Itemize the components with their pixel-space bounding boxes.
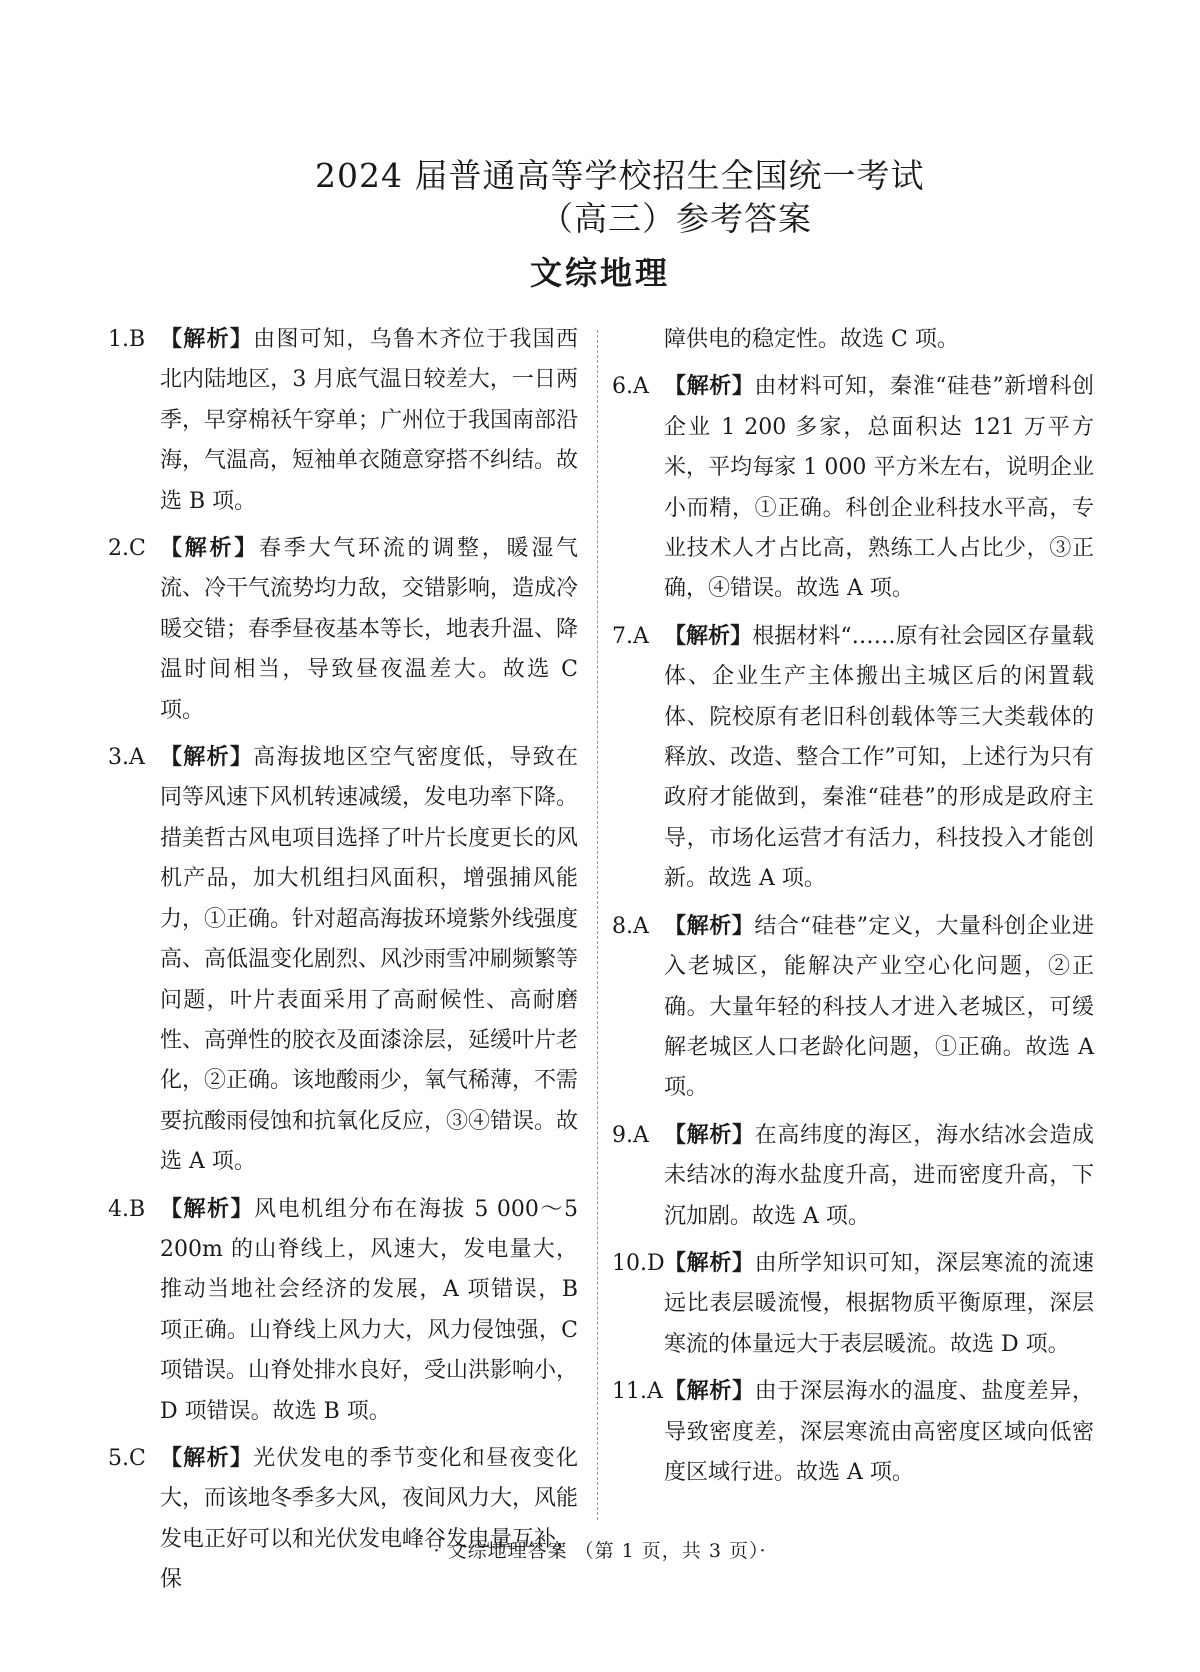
analysis-tag: 【解析】: [664, 1122, 755, 1148]
answer-number: 2.C: [108, 536, 146, 562]
answer-number: 9.A: [612, 1122, 649, 1148]
answer-text: 风电机组分布在海拔 5 000～5 200m 的山脊线上，风速大，发电量大，推动当地社会经济的发展，A 项错误，B 项正确。山脊线上风力大，风力侵蚀强，C 项错误。山脊处排水良好，受山洪影响小，D 项错误。故选 B 项。: [160, 1196, 579, 1424]
answer-text: 高海拔地区空气密度低，导致在同等风速下风机转速减缓，发电功率下降。措美哲古风电项目选择了叶片长度更长的风机产品，加大机组扫风面积，增强捕风能力，①正确。针对超高海拔环境紫外线强度高、高低温变化剧烈、风沙雨雪冲刷频繁等问题，叶片表面采用了高耐候性、高耐磨性、高弹性的胶衣及面漆涂层，延缓叶片老化，②正确。该地酸雨少，氧气稀薄，不需要抗酸雨侵蚀和抗氧化反应，③④错误。故选 A 项。: [160, 745, 579, 1175]
answer-item-10: [612, 1244, 1094, 1365]
answer-number: 4.B: [108, 1196, 146, 1222]
answer-number: 10.D: [612, 1250, 665, 1276]
answer-text: 结合“硅巷”定义，大量科创企业进入老城区，能解决产业空心化问题，②正确。大量年轻的科技人才进入老城区，可缓解老城区人口老龄化问题，①正确。故选 A 项。: [664, 913, 1094, 1101]
analysis-tag: 【解析】: [160, 745, 254, 771]
answer-item-6: [612, 367, 1094, 609]
page-footer: · 文综地理答案 （第 1 页，共 3 页）·: [433, 1540, 767, 1562]
answer-item-5: [108, 1439, 578, 1601]
answer-text: 春季大气环流的调整，暖湿气流、冷干气流势均力敌，交错影响，造成冷暖交错；春季昼夜基本等长，地表升温、降温时间相当，导致昼夜温差大。故选 C 项。: [160, 536, 579, 723]
answer-item-1: [108, 320, 578, 522]
answer-text: 根据材料“……原有社会园区存量载体、企业生产主体搬出主城区后的闲置载体、院校原有老旧科创载体等三大类载体的释放、改造、整合工作”可知，上述行为只有政府才能做到，秦淮“硅巷”的形成是政府主导，市场化运营才有活力，科技投入才能创新。故选 A 项。: [664, 623, 1094, 892]
answer-item-9: [612, 1116, 1094, 1237]
left-column: [108, 320, 578, 1601]
analysis-tag: 【解析】: [664, 1250, 755, 1276]
subject-heading: 文综地理: [529, 254, 670, 292]
analysis-tag: 【解析】: [160, 1196, 255, 1222]
answer-item-8: [612, 907, 1094, 1109]
analysis-tag: 【解析】: [160, 327, 254, 352]
answer-item-11: [612, 1372, 1094, 1493]
analysis-tag: 【解析】: [160, 536, 259, 562]
answer-item-4: [108, 1190, 578, 1432]
answer-text: 在高纬度的海区，海水结冰会造成未结冰的海水盐度升高，进而密度升高，下沉加剧。故选 A 项。: [664, 1122, 1094, 1229]
analysis-tag: 【解析】: [664, 623, 753, 649]
answer-text: 光伏发电的季节变化和昼夜变化大，而该地冬季多大风，夜间风力大，风能发电正好可以和光伏发电峰谷发电量互补，保: [160, 1445, 579, 1593]
analysis-tag: 【解析】: [160, 1445, 254, 1471]
analysis-tag: 【解析】: [664, 374, 755, 400]
right-column: [612, 320, 1094, 1493]
answer-number: 6.A: [612, 374, 649, 400]
answer-text: 由材料可知，秦淮“硅巷”新增科创企业 1 200 多家，总面积达 121 万平方米，平均每家 1 000 平方米左右，说明企业小而精，①正确。科创企业科技水平高，专业技术人才占比高，熟练工人占比少，③正确，④错误。故选 A 项。: [664, 374, 1094, 602]
answer-number: 7.A: [612, 623, 649, 649]
answer-number: 8.A: [612, 913, 649, 939]
answer-number: 3.A: [108, 745, 145, 771]
answer-text: 由图可知，乌鲁木齐位于我国西北内陆地区，3 月底气温日较差大，一日两季，早穿棉袄午穿单；广州位于我国南部沿海，气温高，短袖单衣随意穿搭不纠结。故选 B 项。: [160, 327, 579, 514]
answer-item-3: [108, 738, 578, 1182]
answer-text: 由所学知识可知，深层寒流的流速远比表层暖流慢，根据物质平衡原理，深层寒流的体量远大于表层暖流。故选 D 项。: [664, 1250, 1094, 1357]
answer-number: 1.B: [108, 327, 146, 352]
answer-number: 5.C: [108, 1445, 146, 1471]
answer-text: 由于深层海水的温度、盐度差异，导致密度差，深层寒流由高密度区域向低密度区域行进。故选 A 项。: [664, 1379, 1094, 1485]
answer-item-7: [612, 617, 1094, 900]
analysis-tag: 【解析】: [664, 913, 755, 939]
exam-subtitle: （高三）参考答案: [540, 199, 812, 238]
column-divider: [597, 330, 598, 1520]
analysis-tag: 【解析】: [664, 1379, 755, 1405]
answer-number: 11.A: [612, 1379, 663, 1405]
answer-item-2: [108, 529, 578, 731]
continued-text: 障供电的稳定性。故选 C 项。: [664, 327, 959, 352]
exam-title: 2024 届普通高等学校招生全国统一考试: [315, 156, 925, 195]
